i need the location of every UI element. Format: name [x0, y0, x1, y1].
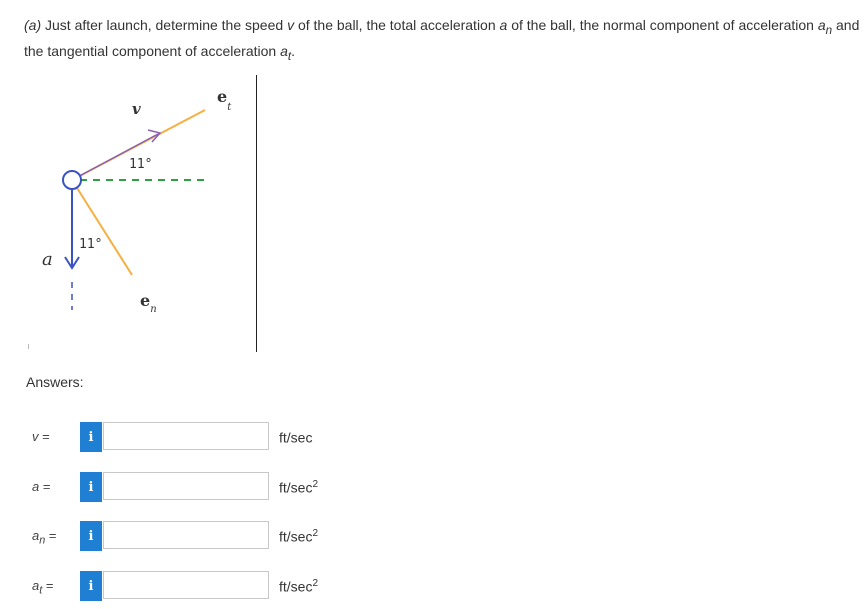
var-label: a =: [32, 479, 51, 494]
answer-row-at: [0, 571, 866, 601]
question-text-4: and the tangential component of acceleration: [24, 17, 860, 59]
symbol-at: $a_t$: [280, 42, 292, 63]
unit-label: ft/sec: [279, 429, 313, 446]
info-icon[interactable]: i: [80, 422, 102, 452]
var-label: v =: [32, 429, 50, 444]
question-part: (a): [24, 17, 42, 33]
answer-row-v: [0, 422, 866, 452]
label-et: $e_t$: [217, 87, 232, 113]
ball: [63, 171, 81, 189]
unit-label: $ft/\sec^2$: [279, 528, 319, 545]
normal-line: [72, 180, 132, 275]
question-text-2: of the ball, the total acceleration: [294, 17, 500, 33]
symbol-a: a: [499, 17, 508, 33]
unit-label: $ft/\sec^2$: [279, 479, 319, 496]
label-a: a: [42, 249, 53, 270]
answer-input-v[interactable]: [103, 422, 269, 450]
answers-label: Answers:: [26, 374, 84, 390]
unit-label: $ft/\sec^2$: [279, 578, 319, 595]
info-icon[interactable]: i: [80, 472, 102, 502]
answer-input-a[interactable]: [103, 472, 269, 500]
angle-bottom-label: 11°: [79, 237, 103, 252]
info-icon[interactable]: i: [80, 521, 102, 551]
angle-top-label: 11°: [129, 157, 153, 172]
launch-diagram: [0, 70, 270, 360]
question-text: [24, 15, 860, 67]
answer-row-an: [0, 521, 866, 551]
var-label: $a_t$ =: [32, 578, 54, 597]
answer-input-an[interactable]: [103, 521, 269, 549]
question-text-5: .: [291, 42, 295, 59]
question-text-1: Just after launch, determine the speed: [41, 17, 288, 33]
label-en: $e_n$: [140, 291, 157, 315]
info-icon[interactable]: i: [80, 571, 102, 601]
question-text-3: of the ball, the normal component of acceleration: [507, 17, 818, 33]
answer-input-at[interactable]: [103, 571, 269, 599]
symbol-an: $a_n$: [817, 17, 833, 37]
label-v: v: [132, 100, 141, 118]
text-cursor-mark: [28, 344, 29, 349]
symbol-v: v: [287, 17, 295, 33]
answer-row-a: [0, 472, 866, 502]
var-label: $a_n$ =: [32, 528, 57, 547]
figure-divider: [256, 75, 257, 352]
